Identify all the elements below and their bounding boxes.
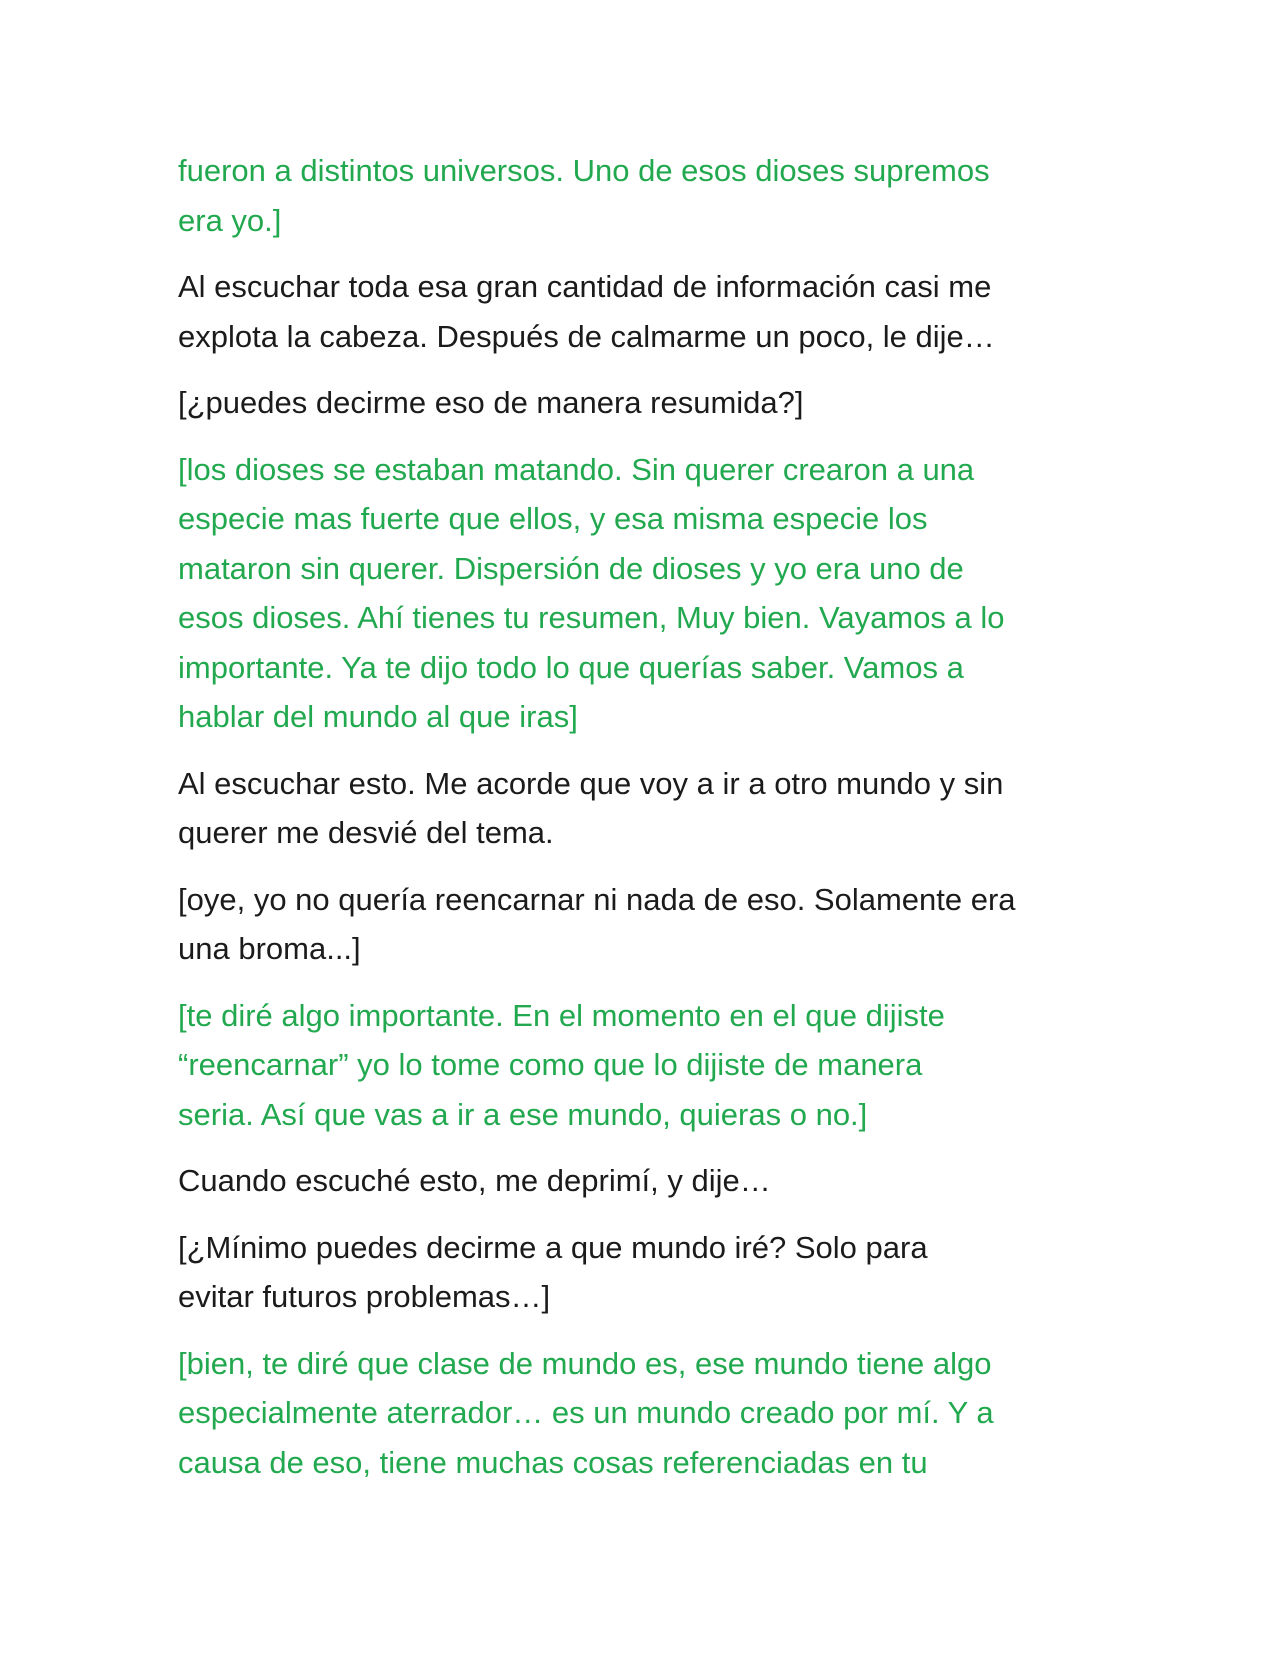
text-line: [te diré algo importante. En el momento en el que dijiste	[178, 997, 945, 1033]
text-line: evitar futuros problemas…]	[178, 1279, 551, 1314]
text-line: [oye, yo no quería reencarnar ni nada de eso. Solamente era	[178, 881, 1016, 917]
paragraph-god-2	[178, 445, 1118, 742]
paragraph-narration-3	[178, 759, 1118, 858]
text-line: era yo.]	[178, 202, 282, 238]
text-line: [los dioses se estaban matando. Sin querer crearon a una	[178, 451, 975, 487]
text-line: Cuando escuché esto, me deprimí, y dije…	[178, 1163, 771, 1198]
text-line: importante. Ya te dijo todo lo que querías saber. Vamos a	[178, 649, 964, 685]
paragraph-god-4	[178, 1339, 1118, 1488]
text-line: hablar del mundo al que iras]	[178, 699, 578, 734]
paragraph-narration-2	[178, 378, 1118, 428]
text-line: explota la cabeza. Después de calmarme un poco, le dije…	[178, 318, 995, 354]
document-body	[178, 146, 1118, 1504]
text-line: [¿Mínimo puedes decirme a que mundo iré? Solo para	[178, 1229, 928, 1265]
text-line: especialmente aterrador… es un mundo creado por mí. Y a	[178, 1395, 994, 1430]
text-line: Al escuchar esto. Me acorde que voy a ir a otro mundo y sin	[178, 765, 1004, 801]
text-line: seria. Así que vas a ir a ese mundo, quieras o no.]	[178, 1096, 868, 1132]
paragraph-god-1	[178, 146, 1118, 245]
text-line: fueron a distintos universos. Uno de esos dioses supremos	[178, 153, 990, 188]
paragraph-narration-4	[178, 875, 1118, 974]
paragraph-narration-1	[178, 262, 1118, 361]
text-line: [¿puedes decirme eso de manera resumida?]	[178, 385, 804, 420]
text-line: esos dioses. Ahí tienes tu resumen, Muy bien. Vayamos a lo	[178, 600, 1005, 635]
text-line: [bien, te diré que clase de mundo es, ese mundo tiene algo	[178, 1345, 992, 1381]
text-line: “reencarnar” yo lo tome como que lo dijiste de manera	[178, 1047, 923, 1082]
paragraph-god-3	[178, 991, 1118, 1140]
text-line: especie mas fuerte que ellos, y esa misma especie los	[178, 501, 928, 536]
text-line: causa de eso, tiene muchas cosas referenciadas en tu	[178, 1444, 928, 1480]
text-line: Al escuchar toda esa gran cantidad de información casi me	[178, 269, 992, 304]
text-line: mataron sin querer. Dispersión de dioses y yo era uno de	[178, 550, 964, 586]
paragraph-narration-5	[178, 1156, 1118, 1206]
text-line: una broma...]	[178, 931, 361, 966]
paragraph-narration-6	[178, 1223, 1118, 1322]
text-line: querer me desvié del tema.	[178, 815, 554, 850]
